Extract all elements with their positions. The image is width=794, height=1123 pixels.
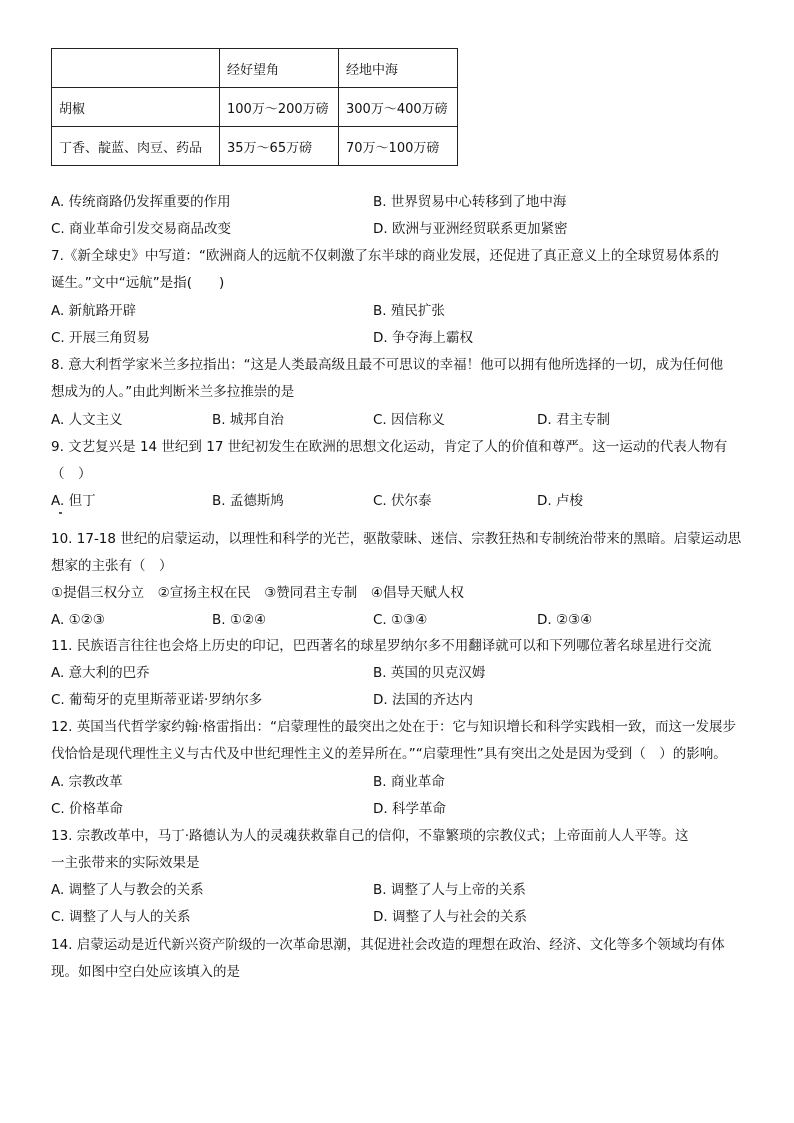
q9-option-d[interactable]: D. 卢梭 xyxy=(537,493,583,509)
q13-option-c[interactable]: C. 调整了人与人的关系 xyxy=(51,909,191,925)
q14-stem-line1: 14. 启蒙运动是近代新兴资产阶级的一次革命思潮，其促进社会改造的理想在政治、经济、文化等多个领域均有体 xyxy=(51,937,725,953)
q13-option-d[interactable]: D. 调整了人与社会的关系 xyxy=(373,909,527,925)
q13-stem-line1: 13. 宗教改革中，马丁·路德认为人的灵魂获救靠自己的信仰，不靠繁琐的宗教仪式；上帝面前人人平等。这 xyxy=(51,828,689,844)
q8-stem-line2: 想成为的人。”由此判断米兰多拉推崇的是 xyxy=(51,384,295,400)
q11-option-d[interactable]: D. 法国的齐达内 xyxy=(373,692,473,708)
q13-option-a[interactable]: A. 调整了人与教会的关系 xyxy=(51,882,204,898)
q12-stem-line1: 12. 英国当代哲学家约翰·格雷指出：“启蒙理性的最突出之处在于：它与知识增长和科学实践相一致，而这一发展步 xyxy=(51,719,737,735)
q9-option-a[interactable]: A. 但丁 xyxy=(51,493,96,509)
table-cell: 丁香、靛蓝、肉豆、药品 xyxy=(52,127,220,166)
q11-option-c[interactable]: C. 葡萄牙的克里斯蒂亚诺·罗纳尔多 xyxy=(51,692,263,708)
q12-option-c[interactable]: C. 价格革命 xyxy=(51,801,124,817)
q6-option-a[interactable]: A. 传统商路仍发挥重要的作用 xyxy=(51,194,231,210)
q10-option-b[interactable]: B. ①②④ xyxy=(212,612,267,628)
q14-stem-line2: 现。如图中空白处应该填入的是 xyxy=(51,964,240,980)
q10-option-a[interactable]: A. ①②③ xyxy=(51,612,105,628)
q8-option-d[interactable]: D. 君主专制 xyxy=(537,412,610,428)
q13-stem-line2: 一主张带来的实际效果是 xyxy=(51,855,200,871)
q10-option-c[interactable]: C. ①③④ xyxy=(373,612,428,628)
q12-option-a[interactable]: A. 宗教改革 xyxy=(51,774,123,790)
q12-option-b[interactable]: B. 商业革命 xyxy=(373,774,445,790)
q7-option-c[interactable]: C. 开展三角贸易 xyxy=(51,330,151,346)
q8-option-a[interactable]: A. 人文主义 xyxy=(51,412,123,428)
q13-option-b[interactable]: B. 调整了人与上帝的关系 xyxy=(373,882,526,898)
q7-option-a[interactable]: A. 新航路开辟 xyxy=(51,303,137,319)
table-header-mediterranean: 经地中海 xyxy=(339,49,458,88)
q8-stem-line1: 8. 意大利哲学家米兰多拉指出：“这是人类最高级且最不可思议的幸福！他可以拥有他所选择的一切，成为任何他 xyxy=(51,357,724,373)
table-row xyxy=(52,127,458,166)
q9-stem-line1: 9. 文艺复兴是 14 世纪到 17 世纪初发生在欧洲的思想文化运动，肯定了人的价值和尊严。这一运动的代表人物有 xyxy=(51,439,728,455)
q10-stem-line2: 想家的主张有（ ） xyxy=(51,558,173,574)
q11-stem-line1: 11. 民族语言往往也会烙上历史的印记，巴西著名的球星罗纳尔多不用翻译就可以和下列哪位著名球星进行交流 xyxy=(51,638,712,654)
trade-route-table xyxy=(51,48,458,166)
table-header-row xyxy=(52,49,458,88)
q8-option-b[interactable]: B. 城邦自治 xyxy=(212,412,284,428)
table-cell: 35万～65万磅 xyxy=(220,127,339,166)
scan-mark xyxy=(59,512,62,514)
q7-option-d[interactable]: D. 争夺海上霸权 xyxy=(373,330,473,346)
table-cell: 300万～400万磅 xyxy=(339,88,458,127)
q7-stem-line1: 7.《新全球史》中写道：“欧洲商人的远航不仅刺激了东半球的商业发展，还促进了真正意义上的全球贸易体系的 xyxy=(51,248,719,264)
q7-stem-line2: 诞生。”文中“远航”是指( ) xyxy=(51,275,225,291)
q10-statements: ①提倡三权分立 ②宣扬主权在民 ③赞同君主专制 ④倡导天赋人权 xyxy=(51,585,464,601)
q9-stem-line2: （ ） xyxy=(51,466,92,482)
table-cell: 70万～100万磅 xyxy=(339,127,458,166)
q7-option-b[interactable]: B. 殖民扩张 xyxy=(373,303,445,319)
q9-option-b[interactable]: B. 孟德斯鸠 xyxy=(212,493,284,509)
q10-stem-line1: 10. 17-18 世纪的启蒙运动，以理性和科学的光芒，驱散蒙昧、迷信、宗教狂热和专制统治带来的黑暗。启蒙运动思 xyxy=(51,531,742,547)
q9-option-c[interactable]: C. 伏尔泰 xyxy=(373,493,432,509)
table-cell: 胡椒 xyxy=(52,88,220,127)
q12-option-d[interactable]: D. 科学革命 xyxy=(373,801,446,817)
q6-option-d[interactable]: D. 欧洲与亚洲经贸联系更加紧密 xyxy=(373,221,568,237)
table-header-cape: 经好望角 xyxy=(220,49,339,88)
q11-option-b[interactable]: B. 英国的贝克汉姆 xyxy=(373,665,486,681)
table-row xyxy=(52,88,458,127)
q6-option-b[interactable]: B. 世界贸易中心转移到了地中海 xyxy=(373,194,567,210)
q8-option-c[interactable]: C. 因信称义 xyxy=(373,412,446,428)
q11-option-a[interactable]: A. 意大利的巴乔 xyxy=(51,665,150,681)
table-cell xyxy=(52,49,220,88)
table-cell: 100万～200万磅 xyxy=(220,88,339,127)
q12-stem-line2: 伐恰恰是现代理性主义与古代及中世纪理性主义的差异所在。”“启蒙理性”具有突出之处是因为受到（ ）的影响。 xyxy=(51,746,727,762)
q10-option-d[interactable]: D. ②③④ xyxy=(537,612,593,628)
q6-option-c[interactable]: C. 商业革命引发交易商品改变 xyxy=(51,221,232,237)
